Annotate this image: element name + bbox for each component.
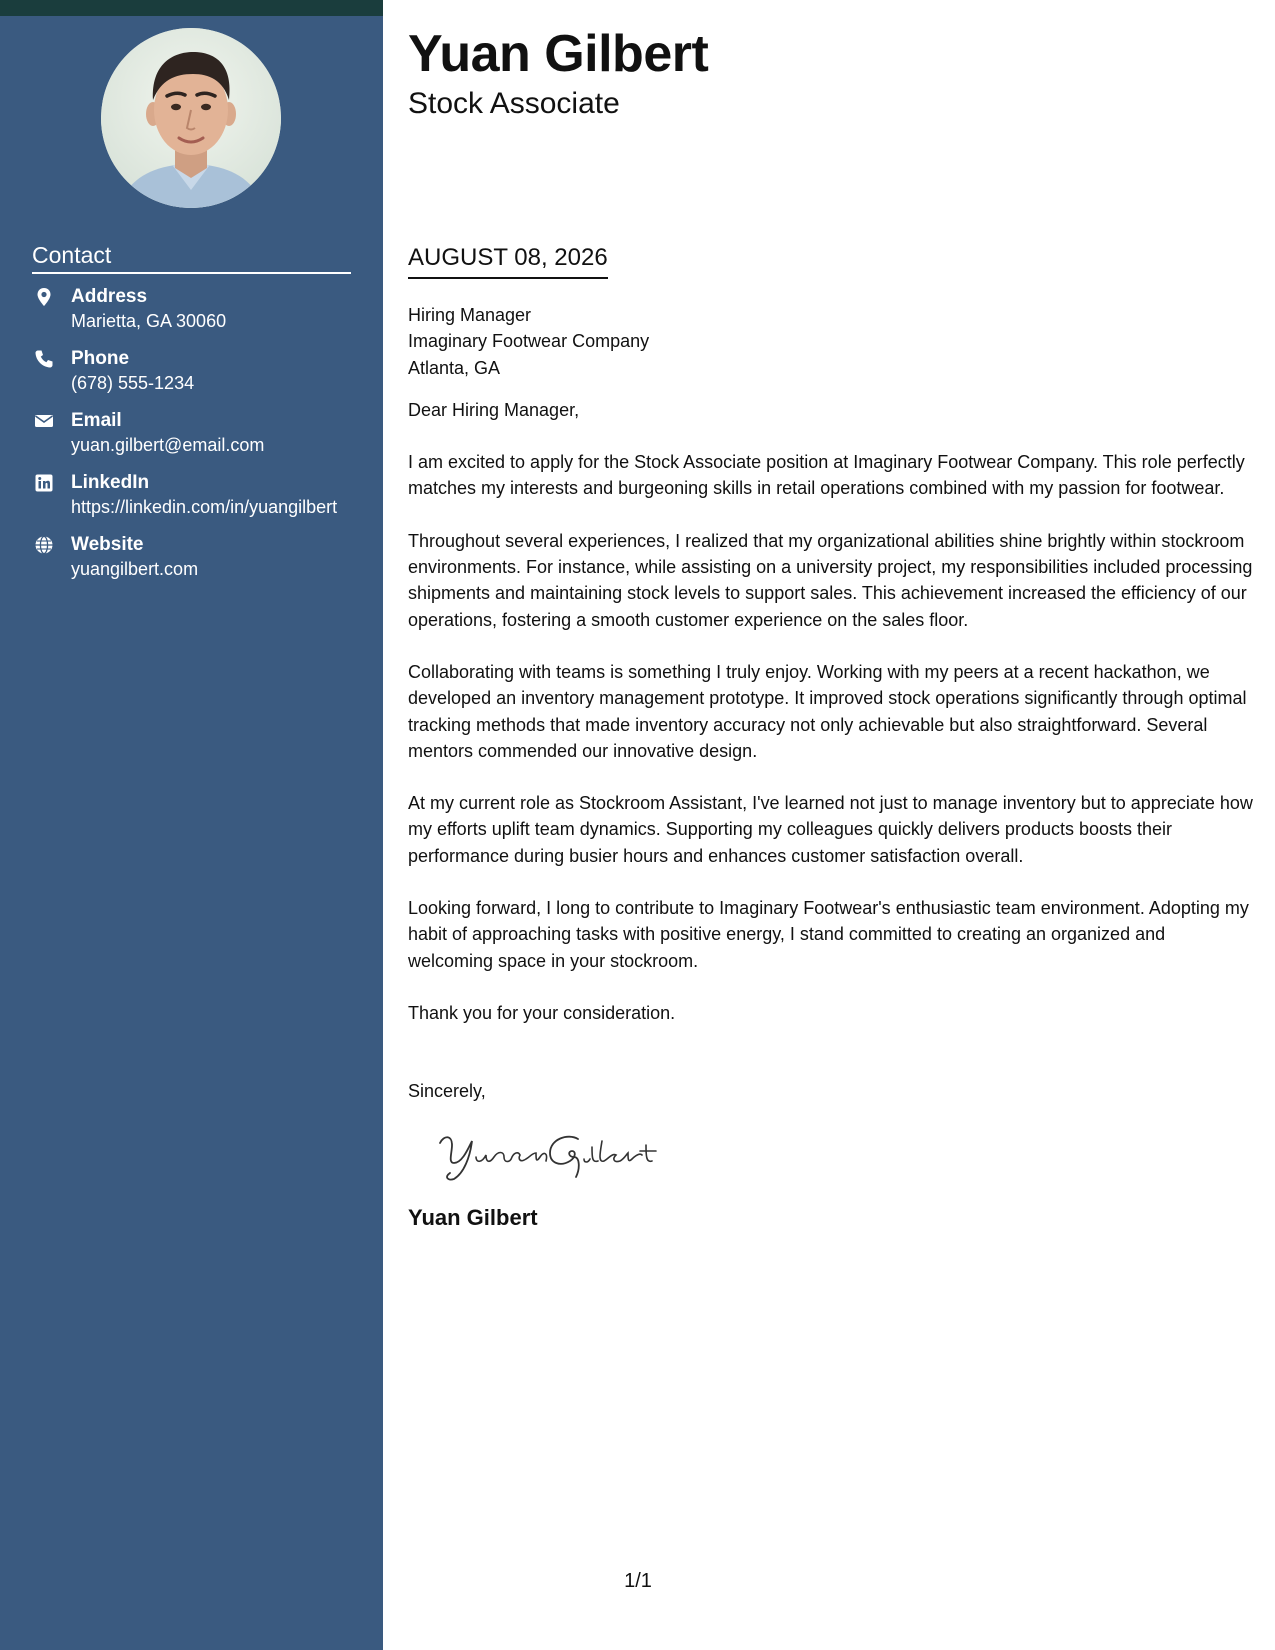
page-number: 1/1 <box>624 1570 652 1592</box>
applicant-job-title: Stock Associate <box>408 87 620 120</box>
contact-item-linkedin <box>32 471 352 519</box>
linkedin-icon <box>34 473 54 493</box>
letter-date: AUGUST 08, 2026 <box>408 242 608 279</box>
body-paragraph: At my current role as Stockroom Assistant, I've learned not just to manage inventory but to appreciate how my efforts uplift team dynamics. Supporting my colleagues quickly delivers products boosts their performance during busier hours and enhances customer satisfaction overall. <box>408 793 1253 866</box>
contact-item-phone <box>32 347 352 395</box>
body-paragraph: Looking forward, I long to contribute to Imaginary Footwear's enthusiastic team environment. Adopting my habit of approaching tasks with positive energy, I stand committed to creating an organized and welcoming space in your stockroom. <box>408 898 1249 971</box>
avatar-portrait-icon <box>101 28 281 208</box>
contact-label: Address <box>71 286 148 307</box>
contact-heading: Contact <box>32 240 351 274</box>
contact-item-website <box>32 533 352 581</box>
location-pin-icon <box>34 287 54 307</box>
signature-name: Yuan Gilbert <box>408 1204 538 1230</box>
recipient-line: Atlanta, GA <box>408 357 501 378</box>
applicant-name: Yuan Gilbert <box>408 25 709 83</box>
contact-label: Website <box>71 534 144 555</box>
letter-header <box>408 22 1253 122</box>
sidebar <box>0 0 383 1650</box>
address-value: Marietta, GA 30060 <box>71 311 227 331</box>
contact-list <box>32 285 352 595</box>
salutation: Dear Hiring Manager, <box>408 399 580 420</box>
avatar <box>101 28 281 208</box>
sidebar-top-bar <box>0 0 383 16</box>
contact-item-address <box>32 285 352 333</box>
phone-icon <box>34 349 54 369</box>
contact-label: Phone <box>71 348 130 369</box>
contact-label: Email <box>71 410 122 431</box>
recipient-block <box>408 302 1253 381</box>
email-link[interactable]: yuan.gilbert@email.com <box>71 435 265 455</box>
letter-body <box>408 302 1253 1232</box>
letter-date-wrap <box>408 242 608 279</box>
recipient-line: Hiring Manager <box>408 305 532 325</box>
contact-label: LinkedIn <box>71 472 150 493</box>
closing: Sincerely, <box>408 1081 486 1102</box>
envelope-icon <box>34 411 54 431</box>
globe-icon <box>34 535 54 555</box>
handwritten-signature <box>432 1123 662 1183</box>
contact-item-email <box>32 409 352 457</box>
body-paragraph: Throughout several experiences, I realized that my organizational abilities shine brightly within stockroom environments. For instance, while assisting on a university project, my responsibilities included processing shipments and maintaining stock levels to support sales. This achievement increased the efficiency of our operations, fostering a smooth customer experience on the sales floor. <box>408 530 1253 630</box>
recipient-line: Imaginary Footwear Company <box>408 331 650 352</box>
website-link[interactable]: yuangilbert.com <box>71 559 199 579</box>
body-paragraph: Thank you for your consideration. <box>408 1002 676 1023</box>
body-paragraph: I am excited to apply for the Stock Associate position at Imaginary Footwear Company. This role perfectly matches my interests and burgeoning skills in retail operations combined with my passion for footwear. <box>408 452 1245 499</box>
body-paragraph: Collaborating with teams is something I truly enjoy. Working with my peers at a recent hackathon, we developed an inventory management prototype. It improved stock operations significantly through optimal tracking methods that made inventory accuracy not only achievable but also straightforward. Several mentors commended our innovative design. <box>408 661 1247 761</box>
phone-value: (678) 555-1234 <box>71 373 195 393</box>
linkedin-link[interactable]: https://linkedin.com/in/yuangilbert <box>71 497 338 517</box>
